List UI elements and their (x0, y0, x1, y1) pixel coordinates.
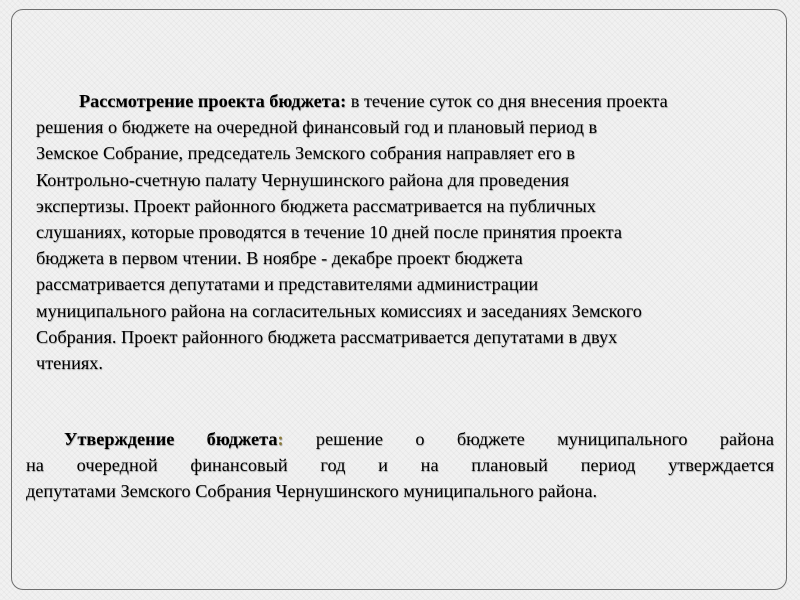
paragraph-line: Утверждение бюджета: решение о бюджете муниципального района (64, 429, 774, 449)
paragraph-line: Рассмотрение проекта бюджета: в течение суток со дня внесения проекта (79, 91, 668, 111)
heading-colon: : (277, 429, 284, 449)
paragraph-line: Собрания. Проект районного бюджета рассматривается депутатами в двух (36, 326, 618, 347)
paragraph-line: на очередной финансовый год и на плановый период утверждается (26, 455, 774, 476)
paragraph-line: экспертизы. Проект районного бюджета рассматривается на публичных (36, 195, 596, 216)
paragraph-line: депутатами Земского Собрания Чернушинского муниципального района. (26, 481, 598, 502)
paragraph-line: Контрольно-счетную палату Чернушинского района для проведения (36, 169, 569, 190)
paragraph-line: чтениях. (36, 353, 103, 374)
paragraph-line: решения о бюджете на очередной финансовый год и плановый период в (36, 117, 598, 138)
budget-review-heading: Рассмотрение проекта бюджета: (79, 91, 347, 111)
paragraph-line: рассматривается депутатами и представителями администрации (36, 274, 539, 295)
budget-approval-heading: Утверждение бюджета (64, 429, 278, 449)
paragraph-line: муниципального района на согласительных комиссиях и заседаниях Земского (36, 300, 642, 321)
paragraph-line: бюджета в первом чтении. В ноябре - декабре проект бюджета (36, 248, 523, 269)
budget-review-paragraph (36, 88, 792, 376)
paragraph-line: слушаниях, которые проводятся в течение 10 дней после принятия проекта (36, 222, 623, 243)
paragraph-line: Земское Собрание, председатель Земского собрания направляет его в (36, 143, 576, 164)
budget-approval-paragraph (26, 426, 774, 505)
